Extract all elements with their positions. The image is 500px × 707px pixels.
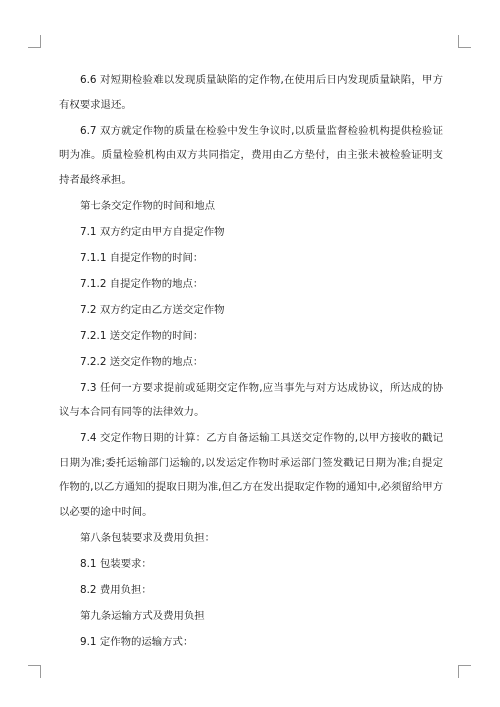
paragraph-7-4: 7.4 交定作物日期的计算：乙方自备运输工具送交定作物的,以甲方接收的戳记日期为准;委托运输部门运输的,以发运定作物时承运部门签发戳记日期为准;自提定作物的,以乙方通知的提取日期为准,但乙方在发出提取定作物的通知中,必须留给甲方以必要的途中时间。 [59,432,443,518]
document-body [59,68,443,654]
paragraph-8-1: 8.1 包装要求： [80,557,152,570]
paragraph-7-1-1: 7.1.1 自提定作物的时间： [80,251,204,264]
paragraph-9-1: 9.1 定作物的运输方式： [80,635,194,648]
paragraph-7-2-1: 7.2.1 送交定作物的时间： [80,329,204,342]
heading-article-7: 第七条交定作物的时间和地点 [80,199,216,212]
heading-article-9: 第九条运输方式及费用负担 [80,609,205,622]
paragraph-7-1: 7.1 双方约定由甲方自提定作物 [80,225,225,238]
crop-mark-bottom-left [28,665,41,678]
paragraph-7-2: 7.2 双方约定由乙方送交定作物 [80,303,225,316]
paragraph-7-3: 7.3 任何一方要求提前或延期交定作物,应当事先与对方达成协议，所达成的协议与本合同有同等的法律效力。 [59,381,443,418]
paragraph-7-1-2: 7.1.2 自提定作物的地点： [80,277,204,290]
paragraph-7-2-2: 7.2.2 送交定作物的地点： [80,355,204,368]
heading-article-8: 第八条包装要求及费用负担： [80,531,216,544]
crop-mark-bottom-right [458,665,471,678]
paragraph-6-7: 6.7 双方就定作物的质量在检验中发生争议时,以质量监督检验机构提供检验证明为准。质量检验机构由双方共同指定，费用由乙方垫付，由主张未被检验证明支持者最终承担。 [59,124,443,186]
paragraph-8-2: 8.2 费用负担： [80,583,152,596]
paragraph-6-6: 6.6 对短期检验难以发现质量缺陷的定作物,在使用后日内发现质量缺陷，甲方有权要求退还。 [59,74,443,111]
crop-mark-top-left [28,35,41,48]
crop-mark-top-right [458,35,471,48]
